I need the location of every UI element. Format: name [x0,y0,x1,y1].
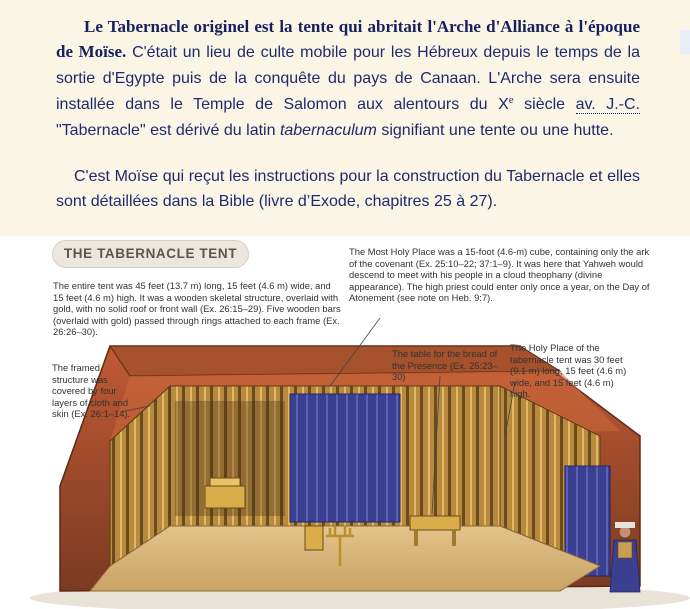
latin-term: tabernaculum [279,122,377,139]
caption-bread-table: The table for the bread of the Presence (Ex. 25:23–30) [392,348,498,383]
incense-altar [305,526,323,550]
caption-framed-structure: The framed structure was covered by four layers of cloth and skin (Ex. 26:1–14). [52,362,131,420]
av-jc-link[interactable]: av. J.-C. [575,96,640,113]
tabernacle-figure [0,236,690,609]
table-leg [414,530,418,546]
paragraph-moses: C'est Moïse qui reçut les instructions pour la construction du Tabernacle et elles sont détaillées dans la Bible (livre d’Exode, chapitres 25 à 27). [56,168,640,210]
scroll-marker [680,30,690,54]
veil-curtain [290,394,400,522]
intro-text-d: signifiant une tente ou une hutte. [376,122,614,139]
figure-title: THE TABERNACLE TENT [52,240,249,268]
article-text [56,14,640,214]
intro-text-a: C'était un lieu de culte mobile pour les Hébreux depuis le temps de la sortie d'Egypte puis de la conquête du pays de Canaan. L'Arche sera ensuite installée dans le Temple de Salomon aux alentours du X [56,44,640,113]
paragraph-intro [56,14,640,143]
intro-bold-lead: Le Tabernacle originel est la tente qui abritait l'Arche d'Alliance à l'époque de Moïse. [56,17,640,61]
ark-of-covenant [205,486,245,508]
intro-text-b: siècle [513,96,576,113]
century-superscript: e [508,94,514,106]
caption-most-holy-place: The Most Holy Place was a 15-foot (4.6-m) cube, containing only the ark of the covenant (Ex. 25:10–22; 37:1–9). It was here that Yahweh would descend to meet with his people in a cloud theophany (divine appearance). The high priest could enter only once a year, on the Day of Atonement (see note on Heb. 9:7). [349,246,650,304]
ark-mercy-seat [210,478,240,486]
bread-table [410,516,460,530]
caption-holy-place: The Holy Place of the tabernacle tent was 30 feet (9.1 m) long, 15 feet (4.6 m) wide, and 15 feet (4.6 m) high. [510,342,627,400]
intro-text-c: "Tabernacle" est dérivé du latin [56,122,280,139]
table-leg [452,530,456,546]
caption-entire-tent: The entire tent was 45 feet (13.7 m) long, 15 feet (4.6 m) wide, and 15 feet (4.6 m) high. It was a wooden skeletal structure, overlaid with gold, with no solid roof or front wall (Ex. 26:15–29). Five wooden bars (overlaid with gold) passed through rings attached to each frame (Ex. 26:26–30). [53,280,341,338]
